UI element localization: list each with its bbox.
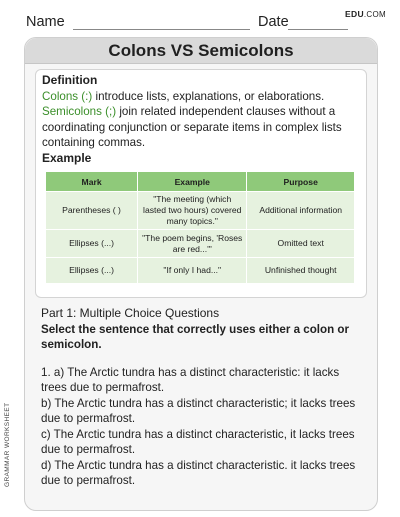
semicolons-term: Semicolons (;) xyxy=(42,105,117,118)
cell-example: "The poem begins, 'Roses are red...'" xyxy=(138,230,247,258)
option-b[interactable]: b) The Arctic tundra has a distinct characteristic; it lacks trees due to permafrost. xyxy=(41,396,356,425)
part1-heading: Part 1: Multiple Choice Questions xyxy=(41,306,220,320)
option-d[interactable]: d) The Arctic tundra has a distinct characteristic. it lacks trees due to permafrost. xyxy=(41,458,356,487)
cell-example: "The meeting (which lasted two hours) covered many topics." xyxy=(138,192,247,230)
cell-purpose: Omitted text xyxy=(247,230,355,258)
title-bar xyxy=(25,38,377,64)
name-line[interactable] xyxy=(73,29,250,30)
definition-box xyxy=(35,69,367,298)
definition-text xyxy=(42,73,362,166)
table-row xyxy=(46,230,355,258)
cell-example: "If only I had..." xyxy=(138,258,247,284)
header-mark: Mark xyxy=(46,172,138,192)
side-label: GRAMMAR WORKSHEET xyxy=(4,402,11,487)
example-table xyxy=(45,171,355,284)
table-header-row xyxy=(46,172,355,192)
part1-section xyxy=(41,306,365,489)
table-row xyxy=(46,258,355,284)
edu-logo xyxy=(345,9,386,19)
colons-term: Colons (:) xyxy=(42,89,93,103)
date-line[interactable] xyxy=(288,29,348,30)
example-heading: Example xyxy=(42,150,92,165)
colons-text: introduce lists, explanations, or elaborations. xyxy=(92,89,325,103)
cell-mark: Ellipses (...) xyxy=(46,230,138,258)
definition-heading: Definition xyxy=(42,73,98,87)
cell-mark: Parentheses ( ) xyxy=(46,192,138,230)
page-title: Colons VS Semicolons xyxy=(108,41,294,60)
logo-com: .COM xyxy=(363,10,386,19)
part1-instruction: Select the sentence that correctly uses either a colon or semicolon. xyxy=(41,322,349,351)
colons-definition xyxy=(42,89,362,105)
header-example: Example xyxy=(138,172,247,192)
name-label: Name xyxy=(26,14,65,30)
semicolons-text: join related independent clauses without a coordinating conjunction or separate items in complex lists containing commas. xyxy=(42,105,342,149)
table-row xyxy=(46,192,355,230)
cell-mark: Ellipses (...) xyxy=(46,258,138,284)
option-a-text: a) The Arctic tundra has a distinct characteristic: it lacks trees due to permafrost. xyxy=(41,365,340,394)
cell-purpose: Unfinished thought xyxy=(247,258,355,284)
question-number: 1. xyxy=(41,365,51,379)
header-purpose: Purpose xyxy=(247,172,355,192)
cell-purpose: Additional information xyxy=(247,192,355,230)
logo-edu: EDU xyxy=(345,9,364,19)
semicolons-definition xyxy=(42,104,362,151)
option-a[interactable] xyxy=(41,365,365,396)
question-1 xyxy=(41,365,365,489)
option-c[interactable]: c) The Arctic tundra has a distinct characteristic, it lacks trees due to permafrost. xyxy=(41,427,355,456)
date-label: Date xyxy=(258,14,289,30)
